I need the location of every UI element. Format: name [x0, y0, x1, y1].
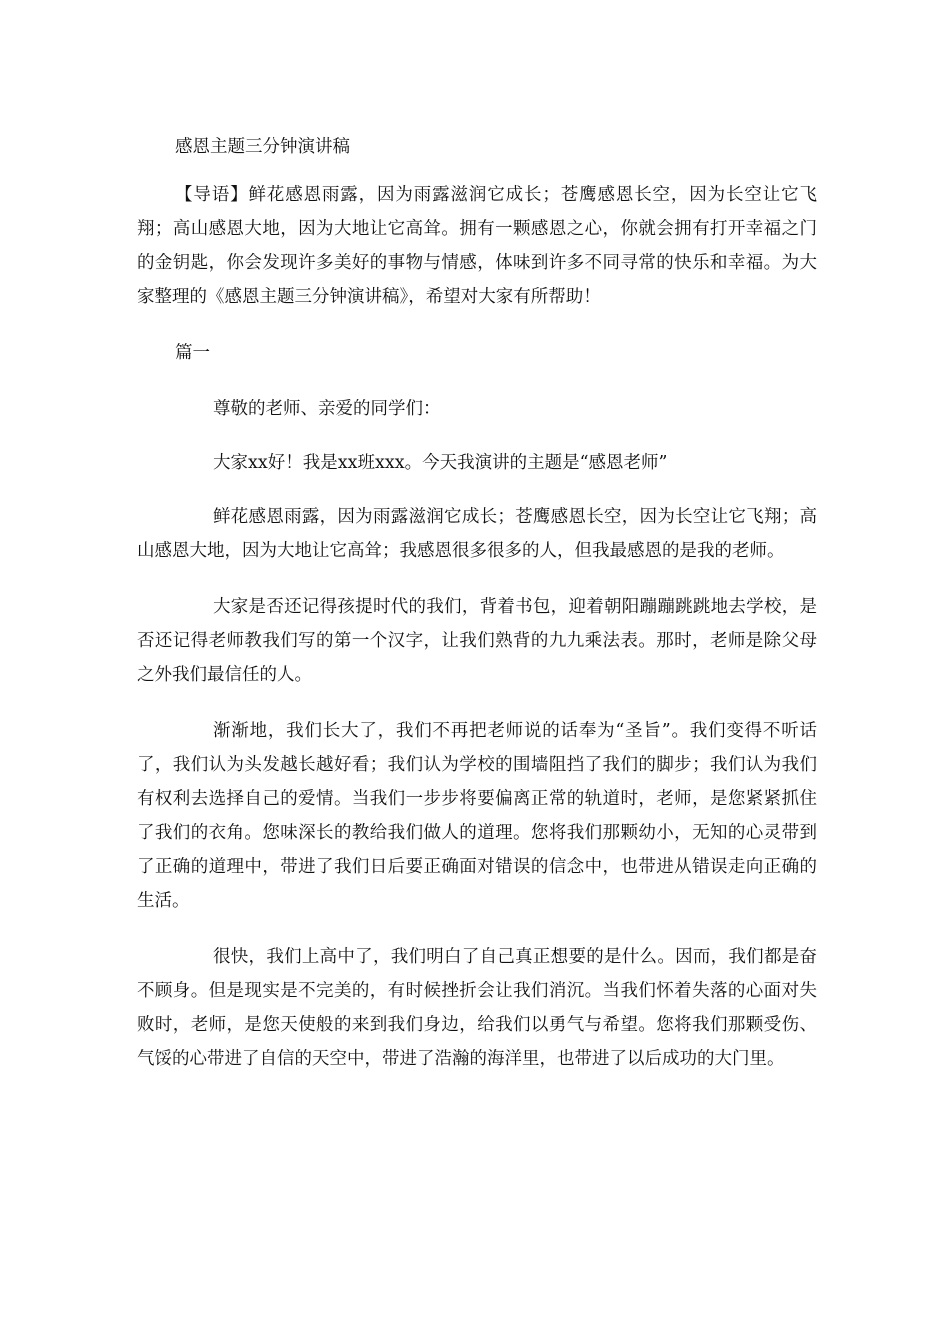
body-paragraph-1: 鲜花感恩雨露，因为雨露滋润它成长；苍鹰感恩长空，因为长空让它飞翔；高山感恩大地，因为大地让它高耸；我感恩很多很多的人，但我最感恩的是我的老师。 — [137, 507, 817, 561]
body-paragraph-3: 渐渐地，我们长大了，我们不再把老师说的话奉为“圣旨”。我们变得不听话了，我们认为头发越长越好看；我们认为学校的围墙阻挡了我们的脚步；我们认为我们有权利去选择自己的爱情。当我们一步步将要偏离正常的轨道时，老师，是您紧紧抓住了我们的衣角。您味深长的教给我们做人的道理。您将我们那颗幼小，无知的心灵带到了正确的道理中，带进了我们日后要正确面对错误的信念中，也带进从错误走向正确的生活。 — [137, 721, 817, 911]
intro-paragraph: 【导语】鲜花感恩雨露，因为雨露滋润它成长；苍鹰感恩长空，因为长空让它飞翔；高山感恩大地，因为大地让它高耸。拥有一颗感恩之心，你就会拥有打开幸福之门的金钥匙，你会发现许多美好的事物与情感，体味到许多不同寻常的快乐和幸福。为大家整理的《感恩主题三分钟演讲稿》，希望对大家有所帮助！ — [137, 185, 817, 307]
body-paragraph-2: 大家是否还记得孩提时代的我们，背着书包，迎着朝阳蹦蹦跳跳地去学校，是否还记得老师教我们写的第一个汉字，让我们熟背的九九乘法表。那时，老师是除父母之外我们最信任的人。 — [137, 597, 817, 685]
greeting-paragraph: 大家xx好！我是xx班xxx。今天我演讲的主题是“感恩老师” — [213, 453, 668, 473]
document-body — [137, 130, 817, 1076]
salutation: 尊敬的老师、亲爱的同学们： — [213, 399, 441, 419]
document-title: 感恩主题三分钟演讲稿 — [175, 137, 350, 157]
section-label: 篇一 — [175, 343, 210, 363]
body-paragraph-4: 很快，我们上高中了，我们明白了自己真正想要的是什么。因而，我们都是奋不顾身。但是现实是不完美的，有时候挫折会让我们消沉。当我们怀着失落的心面对失败时，老师，是您天使般的来到我们身边，给我们以勇气与希望。您将我们那颗受伤、气馁的心带进了自信的天空中，带进了浩瀚的海洋里，也带进了以后成功的大门里。 — [137, 947, 817, 1069]
